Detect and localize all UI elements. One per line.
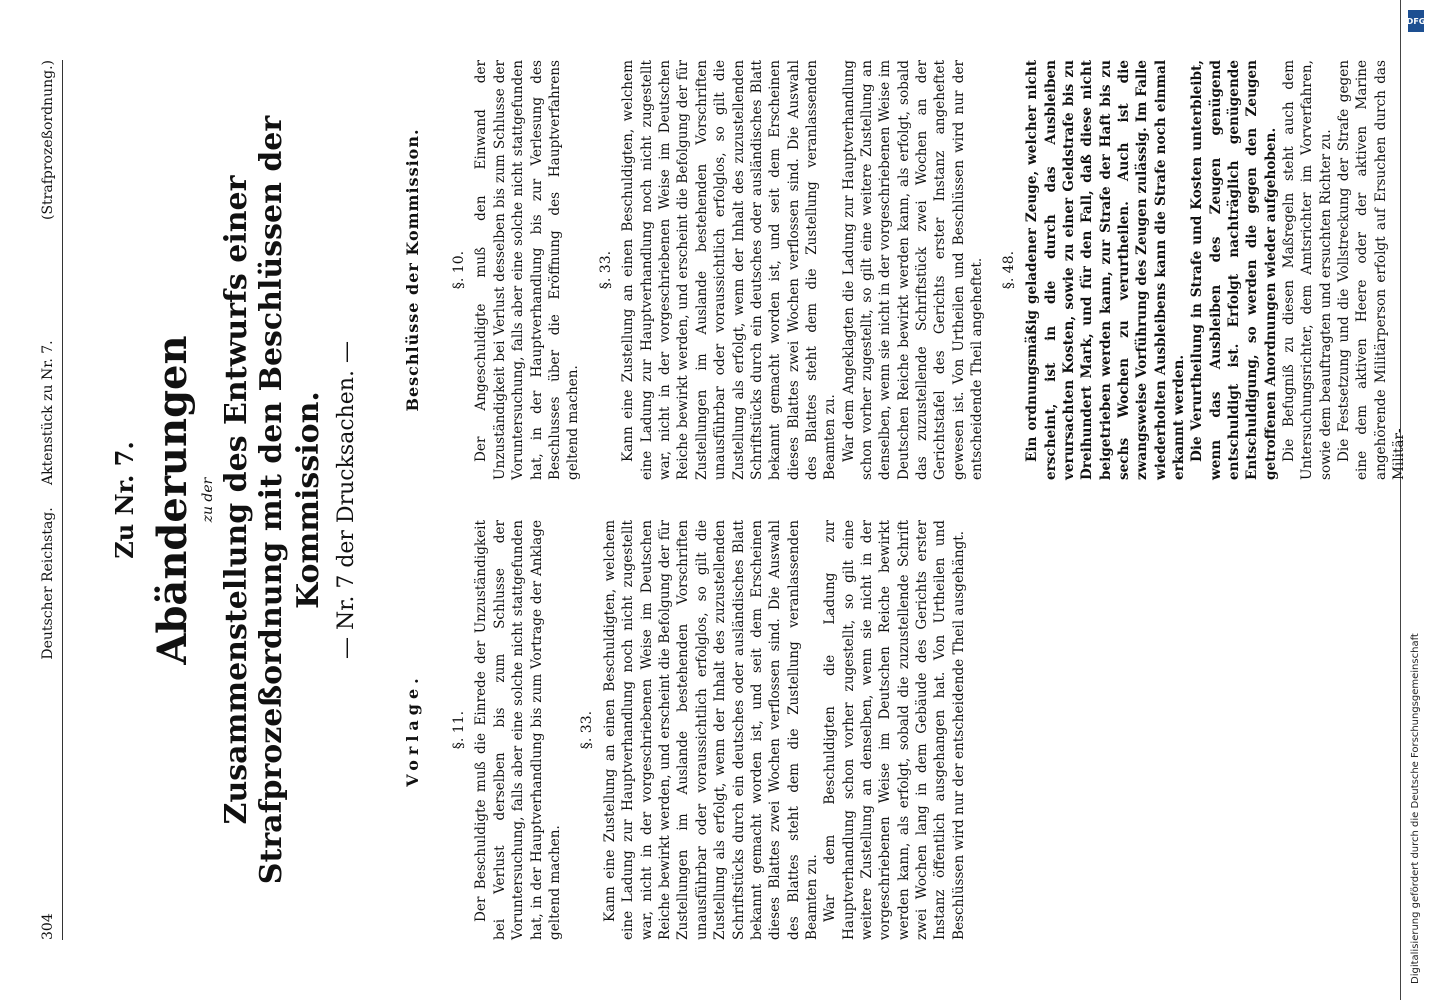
title-main: Abänderungen bbox=[149, 335, 196, 665]
paragraph-text: Die Festsetzung und die Vollstreckung der Strafe gegen eine dem aktiven Heere oder der aktiven Marine angehörende Militärperson erfolgt auf Ersuchen durch das Militär- bbox=[1336, 60, 1408, 480]
title-line-1: Zusammenstellung des Entwurfs einer Strafprozeßordnung mit den Beschlüssen der bbox=[219, 115, 289, 885]
right-column-beschluesse bbox=[402, 60, 1408, 480]
title-block bbox=[110, 60, 359, 940]
dfg-funding-note: Digitalisierung gefördert durch die Deutsche Forschungsgemeinschaft bbox=[1410, 633, 1421, 984]
left-column-heading: Vorlage. bbox=[403, 673, 422, 787]
paragraph-number: §. 10. bbox=[450, 250, 467, 290]
paragraph-text: Kann eine Zustellung an einen Beschuldigten, welchem eine Ladung zur Hauptverhandlung noch nicht zugestellt war, nicht in der vorgeschriebenen Weise im Deutschen Reiche bewirkt werden, und erscheint die Befolgung der für Zustellungen im Auslande bestehenden Vorschriften unausführbar oder voraussichtlich erfolglos, so gilt die Zustellung als erfolgt, wenn der Inhalt des zuzustellenden Schriftstücks durch ein deutsches oder ausländisches Blatt bekannt gemacht worden ist, und seit dem Erscheinen dieses Blattes zwei Wochen verflossen sind. Die Auswahl des Blattes steht dem die Zustellung veranlassenden Beamten zu. bbox=[620, 60, 839, 480]
dfg-side-note bbox=[1402, 4, 1430, 996]
paragraph-text: Ein ordnungsmäßig geladener Zeuge, welcher nicht erscheint, ist in die durch das Ausbleiben verursachten Kosten, sowie zu einer Geldstrafe bis zu Dreihundert Mark, und für den Fall, daß diese nicht beigetrieben werden kann, zur Strafe der Haft bis zu sechs Wochen zu verurtheilen. Auch ist die zwangsweise Vorführung des Zeugen zulässig. Im Falle wiederholten Ausbleibens kann die Strafe noch einmal erkannt werden. bbox=[1024, 60, 1187, 480]
header-left-text: Deutscher Reichstag. bbox=[40, 507, 56, 660]
right-column-heading: Beschlüsse der Kommission. bbox=[403, 128, 422, 412]
dfg-logo: DFG bbox=[1408, 10, 1424, 32]
paragraph-number: §. 33. bbox=[579, 710, 596, 750]
title-druck: — Nr. 7 der Drucksachen. — bbox=[334, 341, 359, 659]
header-right-text: (Strafprozeßordnung.) bbox=[40, 60, 56, 221]
header-center-text: Aktenstück zu Nr. 7. bbox=[40, 340, 56, 486]
paragraph-number: §. 33. bbox=[597, 250, 614, 290]
paragraph-text: War dem Angeklagten die Ladung zur Hauptverhandlung schon vorher zugestellt, so gilt eine weitere Zustellung an denselben, wenn sie nicht in der vorgeschriebenen Weise im Deutschen Reiche bewirkt werden kann, als erfolgt, sobald das zuzustellende Schriftstück zwei Wochen an der Gerichtstafel des Gerichts erster Instanz angeheftet gewesen ist. Von Urtheilen und Beschlüssen wird nur der entscheidende Theil angeheftet. bbox=[840, 60, 985, 480]
paragraph-text: War dem Beschuldigten die Ladung zur Hauptverhandlung schon vorher zugestellt, so gilt eine weitere Zustellung an denselben, wenn sie nicht in der vorgeschriebenen Weise im Deutschen Reiche bewirkt werden kann, als erfolgt, sobald die zuzustellende Schrift zwei Wochen lang in dem Gebäude des Gerichts erster Instanz öffentlich ausgehangen hat. Von Urtheilen und Beschlüssen wird nur der entscheidende Theil ausgehängt. bbox=[822, 520, 967, 940]
paragraph-number: §. 48. bbox=[1001, 250, 1018, 290]
title-zu: Zu Nr. 7. bbox=[110, 441, 139, 559]
left-column-vorlage bbox=[402, 520, 968, 940]
paragraph-text: Der Beschuldigte muß die Einrede der Unzuständigkeit bei Verlust derselben bis zum Schlusse der Voruntersuchung, falls aber eine solche nicht stattgefunden hat, in der Hauptverhandlung bis zum Vortrage der Anklage geltend machen. bbox=[473, 520, 563, 940]
paragraph-text: Die Befugniß zu diesen Maßregeln steht auch dem Untersuchungsrichter, dem Amtsrichter im Vorverfahren, sowie dem beauftragten und ersuchten Richter zu. bbox=[1281, 60, 1334, 480]
title-zu-der: zu der bbox=[200, 477, 216, 523]
paragraph-text: Kann eine Zustellung an einen Beschuldigten, welchem eine Ladung zur Hauptverhandlung noch nicht zugestellt war, nicht in der vorgeschriebenen Weise im Deutschen Reiche bewirkt werden, und erscheint die Befolgung der für Zustellungen im Auslande bestehenden Vorschriften unausführbar oder voraussichtlich erfolglos, so gilt die Zustellung als erfolgt, wenn der Inhalt des zuzustellenden Schriftstücks durch ein deutsches oder ausländisches Blatt bekannt gemacht worden ist, und seit dem Erscheinen dieses Blattes zwei Wochen verflossen sind. Die Auswahl des Blattes steht dem die Zustellung veranlassenden Beamten zu. bbox=[602, 520, 820, 940]
paragraph-number: §. 11. bbox=[450, 710, 467, 750]
paragraph-text: Der Angeschuldigte muß den Einwand der Unzuständigkeit bei Verlust desselben bis zum Schlusse der Voruntersuchung, falls aber eine solche nicht stattgefunden hat, in der Hauptverhandlung bis zur Verlesung des Beschlusses über die Eröffnung des Hauptverfahrens geltend machen. bbox=[473, 60, 582, 480]
paragraph-text: Die Verurtheilung in Strafe und Kosten unterbleibt, wenn das Ausbleiben des Zeugen genügend entschuldigt ist. Erfolgt nachträglich genügende Entschuldigung, so werden die gegen den Zeugen getroffenen Anordnungen wieder aufgehoben. bbox=[1189, 60, 1279, 480]
page-number: 304 bbox=[40, 913, 56, 940]
title-line-2: Kommission. bbox=[291, 391, 326, 609]
running-header bbox=[38, 60, 63, 940]
